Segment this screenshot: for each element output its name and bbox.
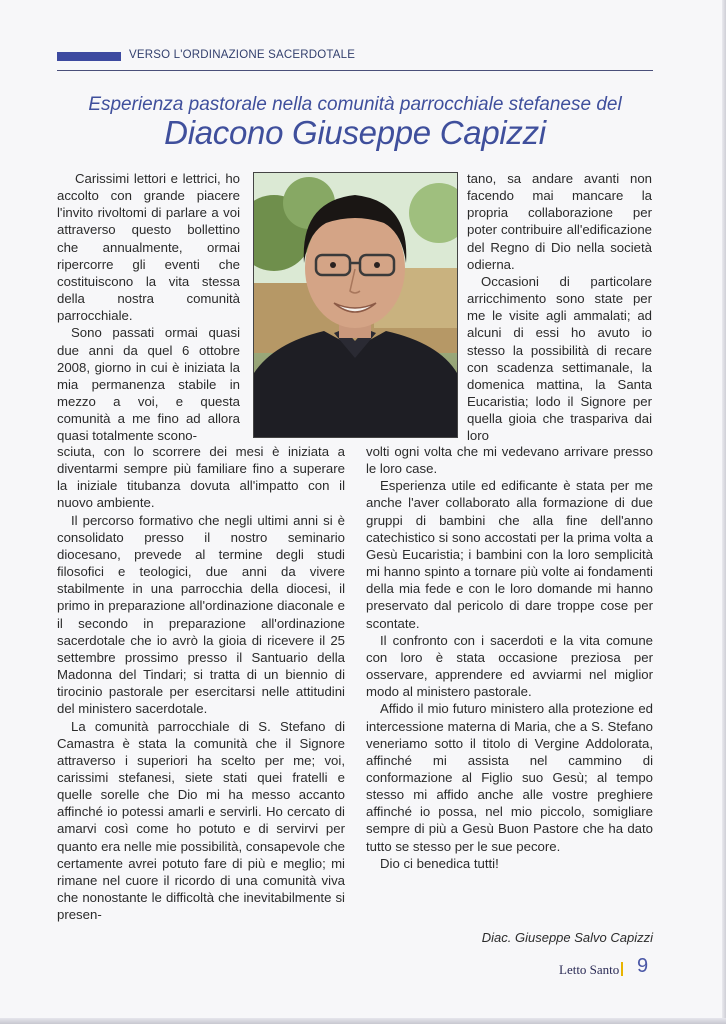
author-signature: Diac. Giuseppe Salvo Capizzi [481,930,653,945]
column-left-top [57,170,240,445]
paragraph: Esperienza utile ed edificante è stata per me anche l'aver collaborato alla formazione di due gruppi di bambini che alla fine dell'anno catechistico si sono accostati per la prima volta a Gesù Eucaristia; i bambini con la loro semplicità mi hanno spinto a tornare più volte ai fondamenti della mia fede e con le loro domande mi hanno preservato dal pericolo di dare troppe cose per scontate. [366,478,653,631]
page-edge-bottom [0,1018,726,1024]
footer-accent-mark [621,962,623,976]
magazine-name: Letto Santo [559,962,620,977]
paragraph: Affido il mio futuro ministero alla protezione ed intercessione materna di Maria, che a S. Stefano veneriamo sotto il titolo di Vergine Addolorata, affinché mi assista nel cammino di conformazione al Figlio suo Gesù; al tempo stesso mi affido anche alle vostre preghiere affinché io possa, nel mio piccolo, somigliare sempre di più a Gesù Buon Pastore che ha dato tutto se stesso per le sue pecore. [366,701,653,854]
portrait-image [254,173,457,437]
article-subtitle: Esperienza pastorale nella comunità parrocchiale stefanese del [88,94,622,115]
column-left-bottom [57,443,345,923]
paragraph: La comunità parrocchiale di S. Stefano di Camastra è stata la comunità che il Signore attraverso i superiori ha scelto per me; voi, carissimi stefanesi, siete stati quei fratelli e quelle sorelle che Dio mi ha messo accanto affinché io potessi amarli e servirli. Ho cercato di amarvi così come ho potuto e di servirvi per quanto era nelle mie possibilità, consapevole che certamente avrei potuto fare di più e meglio; mi rimane nel cuore il ricordo di una comunità viva che nonostante le difficoltà che inevitabilmente si presen- [57,718,345,923]
header-divider [57,70,653,71]
paragraph: Sono passati ormai quasi due anni da quel 6 ottobre 2008, giorno in cui è iniziata la mia permanenza stabile in mezzo a voi, e questa comunità a me fino ad allora quasi totalmente scono- [57,325,240,444]
paragraph: Dio ci benedica tutti! [380,855,499,871]
page-number: 9 [637,955,649,977]
section-color-bar [57,52,121,61]
paragraph: Il percorso formativo che negli ultimi anni si è consolidato presso il nostro seminario diocesano, prevede al termine degli studi filosofici e teologici, due anni da vivere stabilmente in una parrocchia della diocesi, il primo in preparazione all'ordinazione diaconale e il secondo in preparazione all'ordinazione sacerdotale che io avrò la gioia di ricevere il 25 settembre prossimo presso il Santuario della Madonna del Tindari; si tratta di un biennio di tirocinio pastorale per esercitarsi nelle attitudini del ministero sacerdotale. [57,512,345,717]
paragraph: Carissimi lettori e lettrici, ho accolto con grande piacere l'invito rivoltomi di parlare a voi attraverso questo bollettino che annualmente, ormai ripercorre gli eventi che costituiscono la vita stessa della nostra comunità parrocchiale. [57,171,240,324]
column-right-bottom [366,443,653,872]
portrait-photo [253,172,458,438]
paragraph: tano, sa andare avanti non facendo mai mancare la propria collaborazione per poter contribuire all'edificazione del Regno di Dio nella società odierna. [467,171,652,272]
column-right-top [467,170,652,445]
page-edge-right [722,0,726,1024]
paragraph: volti ogni volta che mi vedevano arrivare presso le loro case. [366,444,653,477]
article-title: Diacono Giuseppe Capizzi [164,114,546,151]
paragraph: sciuta, con lo scorrere dei mesi è iniziata a diventarmi sempre più familiare fino a superare la iniziale titubanza dovuta all'impatto con il nuovo ambiente. [57,444,345,511]
section-header: VERSO L'ORDINAZIONE SACERDOTALE [129,49,356,61]
paragraph: Il confronto con i sacerdoti e la vita comune con loro è stata occasione preziosa per osservare, apprendere ed avviarmi nel miglior modo al ministero pastorale. [366,632,653,700]
paragraph: Occasioni di particolare arricchimento sono state per me le visite agli ammalati; ad alcuni di essi ho avuto io stesso la possibilità di recare con scadenza settimanale, la domenica mattina, la Santa Eucaristia; lodo il Signore per quella gioia che traspariva dai loro [467,273,652,444]
